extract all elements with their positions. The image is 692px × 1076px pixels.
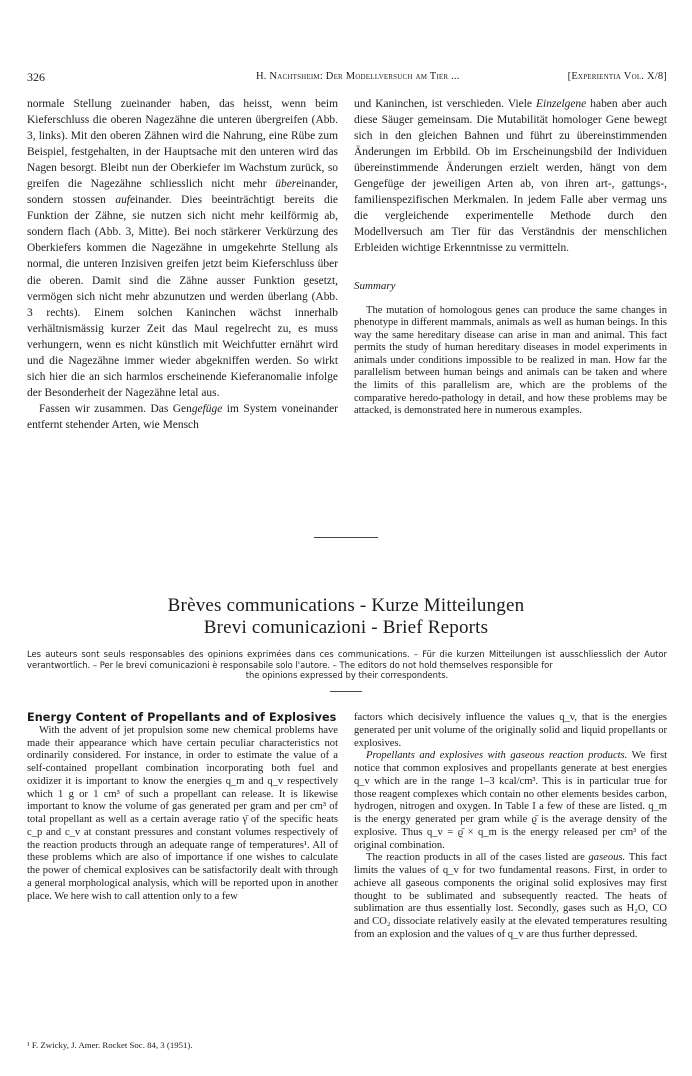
report-left-column [27, 712, 338, 903]
german-article-left-column [27, 96, 338, 433]
editorial-disclaimer: Les auteurs sont seuls responsables des opinions exprimées dans ces communications. – Für die kurzen Mitteilungen ist ausschliesslich der Autor verantwortlich. – Per le brevi comunicazioni è responsabile solo l'autore. – The editors do not hold themselves responsible for the opinions expressed by their correspondents. [27, 649, 667, 681]
report-right-column [354, 712, 667, 942]
summary-heading: Summary [354, 280, 396, 293]
paragraph: Fassen wir zusammen. Das Gengefüge im System voneinander entfernt stehender Arten, wie Mensch [27, 402, 338, 431]
footnote: ¹ F. Zwicky, J. Amer. Rocket Soc. 84, 3 (1951). [27, 1040, 193, 1050]
section-title-line2: Brevi comunicazioni - Brief Reports [203, 617, 489, 638]
article-title: Energy Content of Propellants and of Explosives [27, 711, 337, 724]
journal-volume: [Experientia Vol. X/8] [567, 71, 667, 82]
page-number: 326 [27, 70, 45, 84]
section-title-line1: Brèves communications - Kurze Mitteilungen [167, 595, 525, 616]
running-title: H. Nachtsheim: Der Modellversuch am Tier ... [256, 71, 460, 82]
divider-rule [330, 691, 362, 692]
running-head [27, 70, 667, 86]
paragraph: With the advent of jet propulsion some new chemical problems have made their appearance which have certain peculiar characteristics not ordinarily considered. For instance, in order to estimate the value of a self-contained propellant combination incorporating both fuel and oxidizer it is important to know the energies q_m and q_v respectively which 1 g or 1 cm³ of such a propellant can release. It is likewise important to know the volume of gas generated per gram and per cm³ of total propellant as well as a certain average ratio γ̄ of the specific heats c_p and c_v at constant pressures and constant volumes respectively of the reaction products through an adequate range of temperatures¹. All of these problems which are also of importance if one wishes to calculate the power of chemical explosives can be satisfactorily dealt with through a general morphological analysis, which will be reported upon in another place. We here wish to call attention only to a few [27, 724, 339, 902]
german-article-right-column [354, 96, 667, 418]
paragraph: The reaction products in all of the cases listed are gaseous. This fact limits the values of q_v for two fundamental reasons. First, in order to achieve all gaseous components the original solid explosives may first thought to be sublimated and subsequently reacted. The heats of sublimation are thus essentially lost. Secondly, gases such as H₂O, CO and CO₂ dissociate relatively easily at the elevated temperatures resulting from an explosion and the values of q_v are thus further depressed. [354, 852, 668, 940]
paragraph: Propellants and explosives with gaseous reaction products. We first notice that common explosives and propellants generate at best energies q_v which are in the range 1–3 kcal/cm³. This is in particular true for those reagent complexes which contain no other elements besides carbon, hydrogen, nitrogen and oxygen. In Table I a few of these are listed. q_m is the energy generated per gram while ϱ̄ is the average density of the explosive. Thus q_v = ϱ̄ × q_m is the energy released per cm³ of the original combination. [354, 750, 667, 851]
divider-rule [314, 537, 378, 538]
paragraph: und Kaninchen, ist verschieden. Viele Einzelgene haben aber auch diese Säuger gemeinsam. Die Mutabilität homologer Gene bewegt sich in den gleichen Bahnen und führt zu übereinstimmenden Änderungen im Erbbild. Ob im Erscheinungsbild der Individuen übereinstimmende Änderungen erzielt werden, hängt von dem Gengefüge der jeweiligen Arten ab, von ihren art-, gattungs-, familienspezifischen Merkmalen. In jedem Falle aber vermag uns die vergleichende experimentelle Methode durch den Modellversuch am Tier für das Verständnis der menschlichen Erbleiden wichtige Erkenntnisse zu vermitteln. [354, 98, 667, 255]
paragraph: factors which decisively influence the values q_v, that is the energies generated per unit volume of the originally solid and liquid propellants or explosives. [354, 712, 667, 749]
summary-text: The mutation of homologous genes can produce the same changes in phenotype in different mammals, animals as well as human beings. In this way the same hereditary disease can arise in man and animal. This fact permits the study of human hereditary diseases in model experiments in animals under conditions impossible to be realized in man. How far the parallelism between human beings and animals can be taken and where the limits of this parallelism are, which are the problems of the comparative heredo-pathology in detail, and how these problems may be attacked, is demonstrated here in numerous examples. [354, 304, 667, 417]
paragraph: normale Stellung zueinander haben, das heisst, wenn beim Kieferschluss die oberen Nagezähne die unteren übergreifen (Abb. 3, links). Mit den oberen Zähnen wird die Nahrung, eine Rübe zum Beispiel, festgehalten, in der Hauptsache mit den unteren wird das Nagen besorgt. Bleibt nun der Oberkiefer im Wachstum zurück, so greifen die Nagezähne schliesslich nicht mehr übereinander, sondern stossen aufeinander. Dies beeinträchtigt bereits die Funktion der Zähne, sie nutzen sich nicht mehr keilförmig ab, sondern flach (Abb. 3, Mitte). Bei noch stärkerer Verkürzung des Oberkiefers kommen die Nagezähne in umgekehrte Stellung als normal, die unteren Inzisiven greifen jetzt beim Kieferschluss über die oberen. Damit sind die Zähne ausser Funktion gesetzt, vermögen sich nicht mehr abzunutzen und werden überlang (Abb. 3 rechts). Einem solchen Kaninchen wächst innerhalb verhältnismässig kurzer Zeit das Maul regelrecht zu, es muss verhungern, wenn es nicht künstlich mit Weichfutter ernährt wird und die Nagezähne immer wieder abgekniffen werden. So wirkt sich hier die an sich harmlos erscheinende Kieferanomalie infolge der Besonderheit der Nagezähne letal aus. [27, 98, 339, 399]
